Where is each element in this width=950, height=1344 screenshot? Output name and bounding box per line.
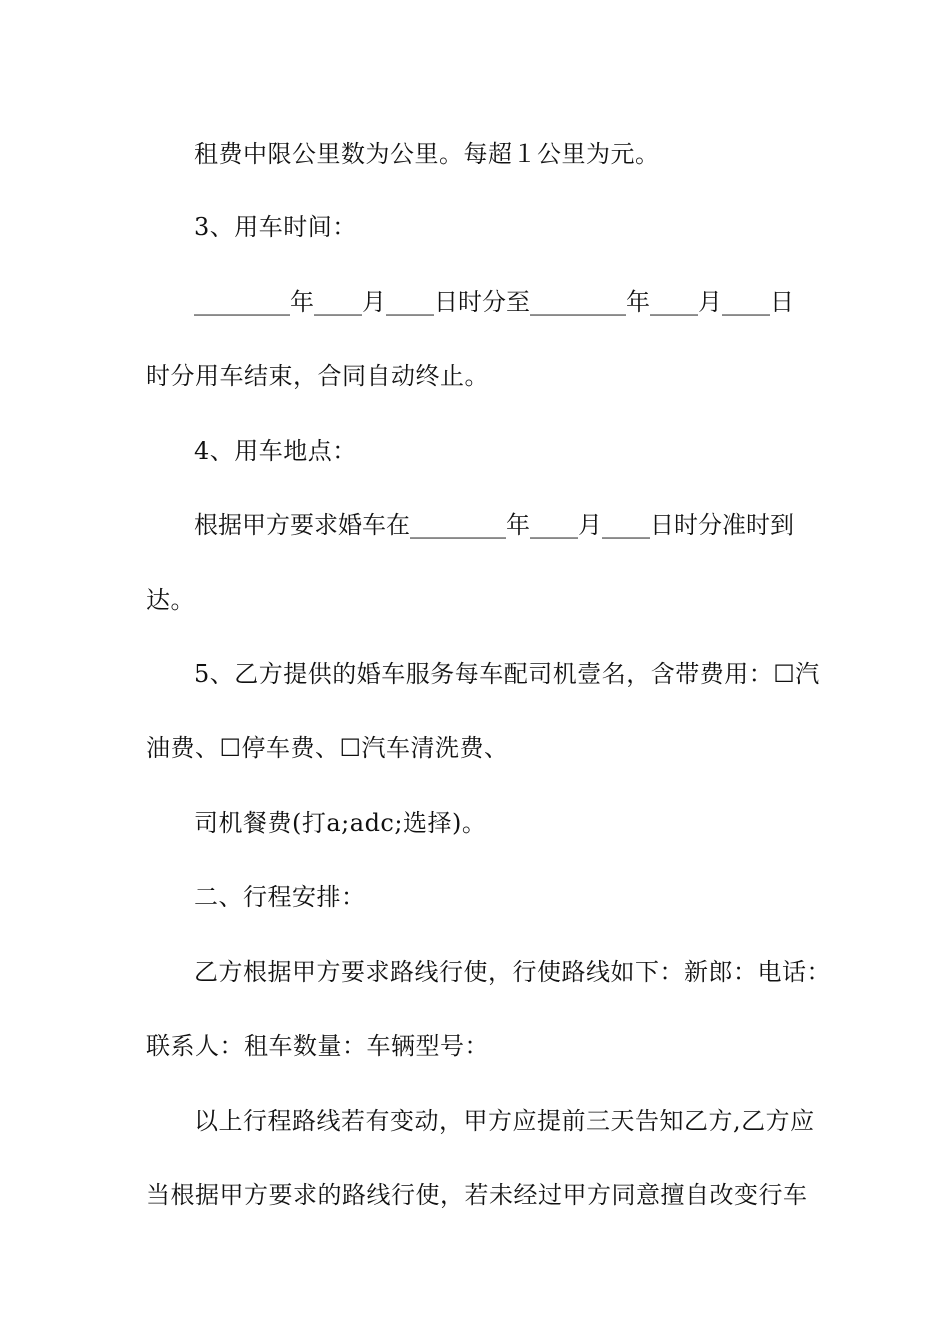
- paragraph-line: 以上行程路线若有变动，甲方应提前三天告知乙方,乙方应: [194, 1107, 815, 1135]
- paragraph-line: 司机餐费(打a;adc;选择)。: [194, 809, 487, 837]
- paragraph-line: 5、乙方提供的婚车服务每车配司机壹名，含带费用：☐汽: [194, 660, 820, 688]
- section-heading: 4、用车地点：: [194, 437, 357, 465]
- paragraph-line: 租费中限公里数为公里。每超１公里为元。: [194, 140, 660, 168]
- paragraph-line: 油费、☐停车费、☐汽车清洗费、: [146, 734, 509, 762]
- paragraph-line: 达。: [146, 586, 195, 614]
- paragraph-line: 联系人：租车数量：车辆型号：: [146, 1032, 489, 1060]
- paragraph-line: 当根据甲方要求的路线行使，若未经过甲方同意擅自改变行车: [146, 1181, 808, 1209]
- paragraph-line: 时分用车结束，合同自动终止。: [146, 362, 489, 390]
- paragraph-line: 乙方根据甲方要求路线行使，行使路线如下：新郎：电话：: [194, 958, 831, 986]
- paragraph-line: 根据甲方要求婚车在________年____月____日时分准时到: [194, 511, 794, 539]
- section-heading: 3、用车时间：: [194, 213, 357, 241]
- paragraph-line: ________年____月____日时分至________年____月____日: [194, 288, 794, 316]
- section-heading: 二、行程安排：: [194, 883, 366, 911]
